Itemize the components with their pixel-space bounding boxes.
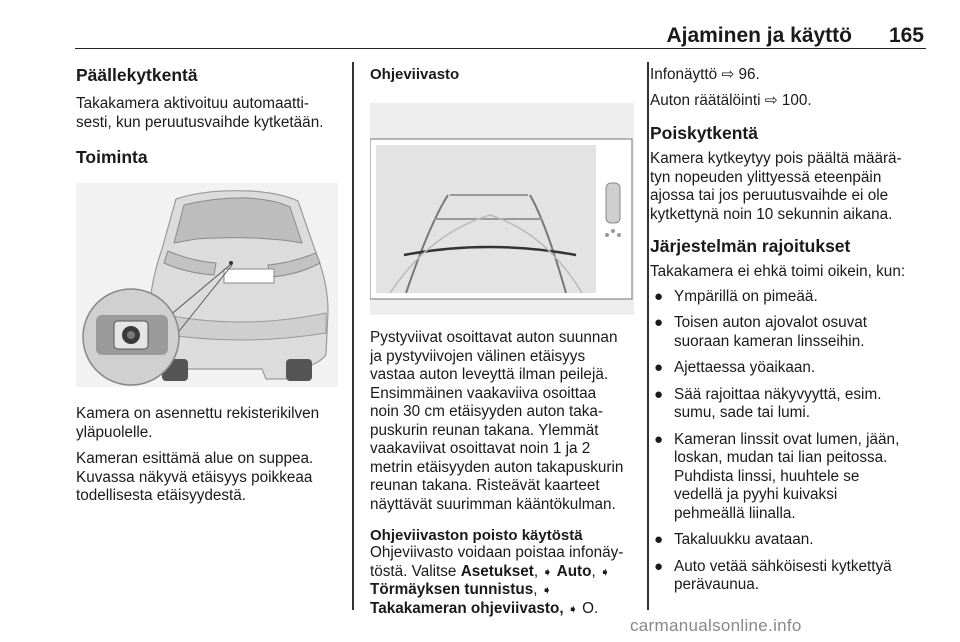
section-heading: Poiskytkentä xyxy=(650,123,758,143)
list-item: ● Sää rajoittaa näkyvyyttä, esim. sumu, sade tai lumi. xyxy=(654,385,882,421)
list-item: ● Ympärillä on pimeää. xyxy=(654,287,818,305)
bullet-icon: ● xyxy=(654,531,664,548)
page-header xyxy=(75,14,926,49)
section-heading: Järjestelmän rajoitukset xyxy=(650,236,851,256)
column-left xyxy=(76,62,346,506)
bullet-icon: ● xyxy=(654,430,664,448)
rear-camera-illustration xyxy=(76,183,338,387)
figure-caption: Ohjeviivasto xyxy=(370,66,460,83)
page-title: Ajaminen ja käyttö xyxy=(666,24,852,47)
paragraph: Takakamera ei ehkä toimi oikein, kun: xyxy=(650,263,906,280)
section-heading: Toiminta xyxy=(76,147,148,167)
bullet-icon: ● xyxy=(654,314,664,331)
guideline-screen-illustration xyxy=(370,103,634,315)
list-item: ● Toisen auton ajovalot osuvat suoraan kameran linsseihin. xyxy=(654,314,868,350)
column-divider xyxy=(647,62,649,610)
page-ref-icon: ⇨ xyxy=(764,91,778,109)
circle-icon: O xyxy=(582,599,595,617)
cross-reference: Infonäyttö ⇨ 96. xyxy=(650,66,760,83)
bullet-icon: ● xyxy=(654,287,664,305)
column-right xyxy=(650,62,940,603)
watermark: carmanualsonline.info xyxy=(630,616,802,635)
subheading: Ohjeviivaston poisto käytöstä xyxy=(370,527,583,544)
arrow-icon: ➧ xyxy=(541,583,552,597)
arrow-icon: ➧ xyxy=(542,564,553,579)
paragraph: Kamera on asennettu rekisterikilven yläpuolelle. xyxy=(76,405,320,441)
limitations-list xyxy=(650,288,940,595)
bullet-icon: ● xyxy=(654,385,664,403)
cross-reference: Auton räätälöinti ⇨ 100. xyxy=(650,91,812,109)
paragraph: Ohjeviivasto voidaan poistaa infonäy- töstä. Valitse Asetukset, ➧ Auto, ➧ Törmäyksen tunnistus, ➧ Takakameran ohjeviivasto, ➧ O. xyxy=(370,544,624,617)
list-item: ● Takaluukku avataan. xyxy=(654,531,814,548)
paragraph: Kameran esittämä alue on suppea. Kuvassa näkyvä etäisyys poikkeaa todellisesta etäisyydestä. xyxy=(76,450,314,504)
paragraph: Takakamera aktivoituu automaatti- sesti, kun peruutusvaihde kytketään. xyxy=(76,95,324,131)
page-ref-icon: ⇨ xyxy=(721,66,735,83)
column-middle xyxy=(370,62,636,618)
arrow-icon: ➧ xyxy=(567,601,578,616)
column-divider xyxy=(352,62,354,610)
paragraph: Pystyviivat osoittavat auton suunnan ja pystyviivojen välinen etäisyys vastaa auton leveyttä ilman peilejä. Ensimmäinen vaakaviiva osoittaa noin 30 cm etäisyyden auton taka- puskurin reunan takana. Ylemmät vaakaviivat osoittavat noin 1 ja 2 metrin etäisyyden auton takapuskurin reunan takana. Risteävät kaarteet näyttävät suurimman kääntökulman. xyxy=(370,329,624,513)
bullet-icon: ● xyxy=(654,359,664,376)
arrow-icon: ➧ xyxy=(599,564,611,579)
list-item: ● Kameran linssit ovat lumen, jään, loskan, mudan tai lian peitossa. Puhdista linssi, huuhtele se vedellä ja pyyhi kuivaksi pehmeällä liinalla. xyxy=(654,430,900,522)
section-heading: Päällekytkentä xyxy=(76,65,198,85)
paragraph: Kamera kytkeytyy pois päältä määrä- tyn nopeuden ylittyessä eteenpäin ajossa tai jos peruutusvaihde ei ole kytkettynä noin 10 sekunnin aikana. xyxy=(650,150,902,223)
bullet-icon: ● xyxy=(654,557,664,575)
list-item: ● Ajettaessa yöaikaan. xyxy=(654,359,816,376)
page-number: 165 xyxy=(888,24,924,47)
list-item: ● Auto vetää sähköisesti kytkettyä perävaunua. xyxy=(654,557,892,593)
